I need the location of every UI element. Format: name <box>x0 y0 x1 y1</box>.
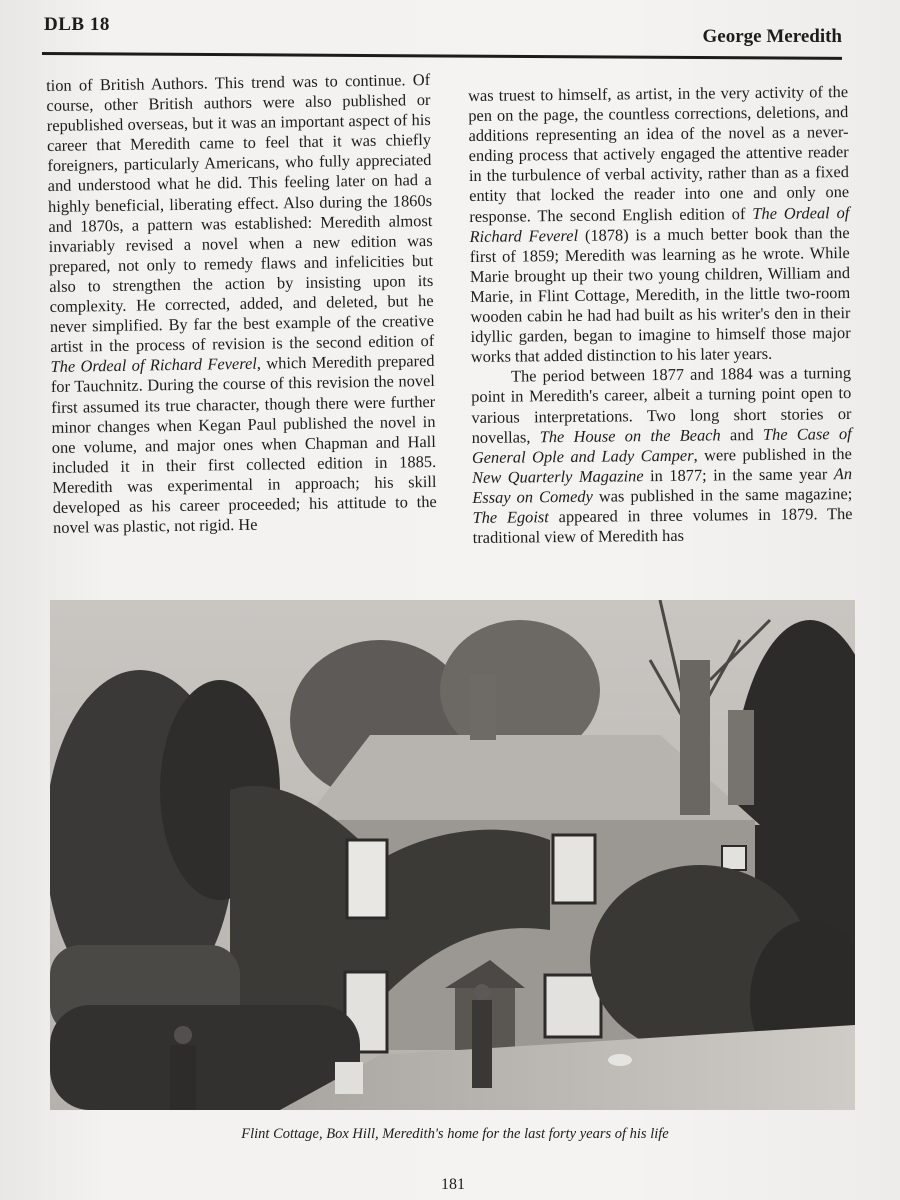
header-rule <box>42 52 842 60</box>
text-span: The period between 1877 and 1884 was a turning point in Meredith's career, albeit a turning point open to various interpretations. Two long short stories or novellas, <box>471 363 852 447</box>
italic-title: The Egoist <box>472 507 549 527</box>
italic-title: The Ordeal of Richard Feverel <box>469 202 850 246</box>
running-title: George Meredith <box>702 26 842 47</box>
text-span: appeared in three volumes in 1879. The traditional view of Meredith has <box>472 503 853 548</box>
italic-title: The Case of General Ople and Lady Camper <box>471 423 852 467</box>
figure-caption: Flint Cottage, Box Hill, Meredith's home for the last forty years of his life <box>241 1126 669 1142</box>
text-column-right <box>468 82 853 548</box>
text-span: , were published in the <box>693 443 852 465</box>
series-header: DLB 18 <box>44 14 110 35</box>
italic-title: New Quarterly Magazine <box>471 465 644 487</box>
italic-title: The House on the Beach <box>539 424 721 446</box>
text-span: and <box>720 424 764 444</box>
cottage-photograph <box>50 600 855 1110</box>
text-span: , which Meredith prepared for Tauchnitz. During the course of this revision the novel first assumed its true character, though there were further minor changes when Kegan Paul published the novel in one volume, and major ones when Chapman and Hall included it in their first collected edition in 1885. Meredith was experimental in approach; his skill developed as his career proceeded; his attitude to the novel was plastic, not rigid. He <box>50 351 437 538</box>
italic-title: The Ordeal of Richard Feverel <box>50 354 258 377</box>
paragraph <box>46 70 437 538</box>
text-span: (1878) is a much better book than the first of 1859; Meredith was learning as he wrote. While Marie brought up their two young children, William and Marie, in Flint Cottage, Meredith, in the little two-room wooden cabin he had had built as his writer's den in their idyllic garden, began to imagine to himself those major works that added distinction to his later years. <box>469 222 851 367</box>
page-number: 181 <box>441 1176 465 1193</box>
italic-title: An Essay on Comedy <box>472 463 853 507</box>
paragraph <box>471 363 853 548</box>
text-span: in 1877; in the same year <box>643 463 834 485</box>
text-span: tion of British Authors. This trend was to continue. Of course, other British authors were also published or republished overseas, but it was an important aspect of his career that Meredith came to feel that it was chiefly foreigners, particularly Americans, who fully appreciated and understood what he did. This feeling later on had a highly beneficial, liberating effect. Also during the 1860s and 1870s, a pattern was established: Meredith almost invariably revised a novel when a new edition was prepared, not only to remedy flaws and infelicities but also to strengthen the action by insisting upon its complexity. He corrected, added, and deleted, but he never simplified. By far the best example of the creative artist in the process of revision is the second edition of <box>46 69 435 357</box>
text-span: was truest to himself, as artist, in the very activity of the pen on the page, the countless corrections, deletions, and additions representing an idea of the novel as a never-ending process that actively engaged the attentive reader in the turbulence of verbal activity, rather than as a fixed entity that locked the reader into one and only one response. The second English edition of <box>468 82 850 226</box>
text-span: was published in the same magazine; <box>592 483 853 506</box>
text-column-left <box>46 70 437 538</box>
paragraph <box>468 82 851 367</box>
